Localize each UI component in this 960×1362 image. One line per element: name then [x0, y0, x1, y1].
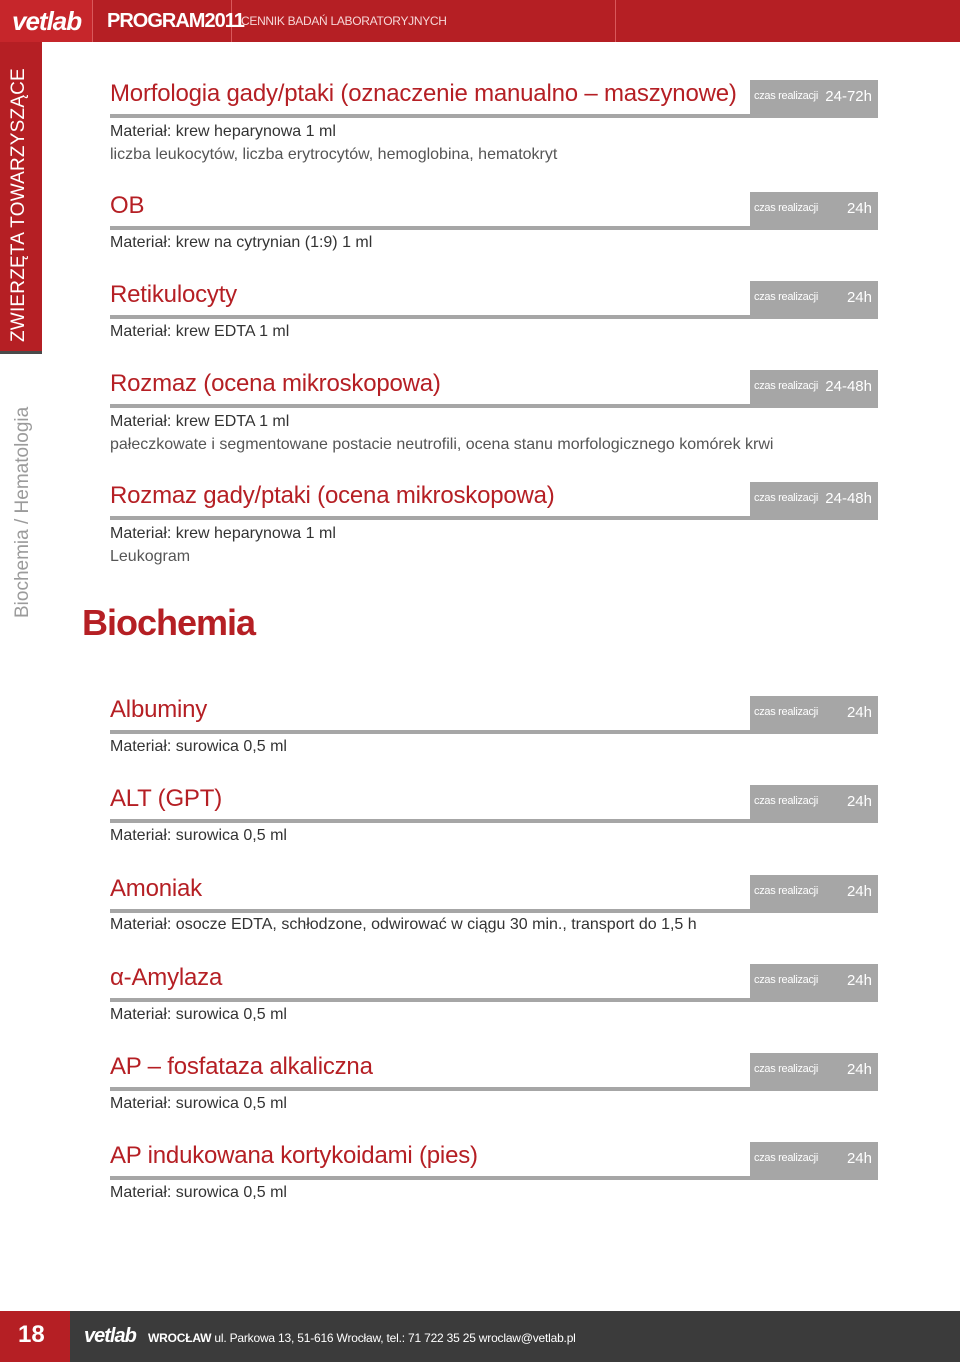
- footer-logo[interactable]: vetlab: [84, 1325, 136, 1347]
- time-label: czas realizacji: [754, 492, 818, 504]
- note-text: pałeczkowate i segmentowane postacie neutrofili, ocena stanu morfologicznego komórek krwi: [110, 436, 774, 453]
- divider-rule: [110, 226, 878, 230]
- time-value: 24h: [846, 1150, 872, 1167]
- time-badge: [750, 281, 878, 315]
- test-title: Retikulocyty: [110, 281, 237, 308]
- time-value: 24h: [846, 883, 872, 900]
- material-text: Materiał: krew heparynowa 1 ml: [110, 123, 336, 140]
- divider-rule: [110, 516, 878, 520]
- time-label: czas realizacji: [754, 1152, 818, 1164]
- footer-address-text: ul. Parkowa 13, 51-616 Wrocław, tel.: 71 722 35 25 wroclaw@vetlab.pl: [211, 1331, 576, 1345]
- side-tab-section-label: Biochemia / Hematologia: [12, 406, 33, 618]
- divider-rule: [110, 819, 878, 823]
- test-title: Morfologia gady/ptaki (oznaczenie manualno – maszynowe): [110, 80, 737, 107]
- material-text: Materiał: krew EDTA 1 ml: [110, 323, 290, 340]
- footer-bar: [0, 1311, 960, 1362]
- test-title: AP – fosfataza alkaliczna: [110, 1053, 373, 1080]
- page-number: 18: [18, 1321, 45, 1348]
- test-title: α-Amylaza: [110, 964, 223, 991]
- material-text: Materiał: surowica 0,5 ml: [110, 1184, 287, 1201]
- divider-rule: [110, 114, 878, 118]
- test-title: ALT (GPT): [110, 785, 222, 812]
- time-badge: [750, 192, 878, 226]
- vetlab-logo[interactable]: [0, 0, 92, 42]
- divider-rule: [110, 1176, 878, 1180]
- logo-text: vetlab: [12, 6, 82, 36]
- program-text: PROGRAM2011: [107, 10, 244, 32]
- time-label: czas realizacji: [754, 1063, 818, 1075]
- time-badge: [750, 80, 878, 114]
- divider-rule: [110, 404, 878, 408]
- material-text: Materiał: krew heparynowa 1 ml: [110, 525, 336, 542]
- time-badge: [750, 964, 878, 998]
- test-title: Albuminy: [110, 696, 208, 723]
- test-title: OB: [110, 192, 145, 219]
- side-tab-animals-label: ZWIERZĘTA TOWARZYSZĄCE: [8, 68, 29, 342]
- footer-city: WROCŁAW: [148, 1331, 212, 1345]
- material-text: Materiał: surowica 0,5 ml: [110, 1095, 287, 1112]
- time-label: czas realizacji: [754, 291, 818, 303]
- divider-rule: [110, 998, 878, 1002]
- test-title: Amoniak: [110, 875, 202, 902]
- time-label: czas realizacji: [754, 885, 818, 897]
- note-text: Leukogram: [110, 548, 191, 565]
- time-badge: [750, 370, 878, 404]
- time-badge: [750, 482, 878, 516]
- material-text: Materiał: surowica 0,5 ml: [110, 827, 287, 844]
- divider-rule: [110, 315, 878, 319]
- time-label: czas realizacji: [754, 380, 818, 392]
- material-text: Materiał: surowica 0,5 ml: [110, 1006, 287, 1023]
- time-value: 24h: [846, 289, 872, 306]
- page-number-box: [0, 1311, 70, 1362]
- time-label: czas realizacji: [754, 706, 818, 718]
- material-text: Materiał: krew EDTA 1 ml: [110, 413, 290, 430]
- time-badge: [750, 1142, 878, 1176]
- time-value: 24-48h: [825, 378, 872, 395]
- time-badge: [750, 785, 878, 819]
- program-label: [92, 0, 244, 42]
- divider-rule: [110, 909, 878, 913]
- time-value: 24h: [846, 200, 872, 217]
- material-text: Materiał: krew na cytrynian (1:9) 1 ml: [110, 234, 373, 251]
- header-bar: [0, 0, 960, 42]
- material-text: Materiał: surowica 0,5 ml: [110, 738, 287, 755]
- test-title: Rozmaz (ocena mikroskopowa): [110, 370, 441, 397]
- note-text: liczba leukocytów, liczba erytrocytów, hemoglobina, hematokryt: [110, 146, 558, 163]
- test-title: AP indukowana kortykoidami (pies): [110, 1142, 478, 1169]
- time-value: 24-48h: [825, 490, 872, 507]
- divider-rule: [110, 730, 878, 734]
- time-label: czas realizacji: [754, 90, 818, 102]
- test-title: Rozmaz gady/ptaki (ocena mikroskopowa): [110, 482, 555, 509]
- time-value: 24h: [846, 1061, 872, 1078]
- divider-rule: [110, 1087, 878, 1091]
- time-value: 24-72h: [825, 88, 872, 105]
- time-label: czas realizacji: [754, 974, 818, 986]
- time-badge: [750, 696, 878, 730]
- time-value: 24h: [846, 704, 872, 721]
- side-tab-section[interactable]: [0, 360, 42, 620]
- footer-address: [148, 1331, 576, 1345]
- material-text: Materiał: osocze EDTA, schłodzone, odwirować w ciągu 30 min., transport do 1,5 h: [110, 916, 697, 933]
- time-label: czas realizacji: [754, 795, 818, 807]
- time-badge: [750, 875, 878, 909]
- time-value: 24h: [846, 793, 872, 810]
- header-subtitle: [231, 0, 616, 42]
- section-title: Biochemia: [82, 602, 256, 643]
- side-tab-divider: [0, 42, 42, 354]
- time-label: czas realizacji: [754, 202, 818, 214]
- time-badge: [750, 1053, 878, 1087]
- time-value: 24h: [846, 972, 872, 989]
- header-subtitle-text: CENNIK BADAŃ LABORATORYJNYCH: [241, 14, 447, 28]
